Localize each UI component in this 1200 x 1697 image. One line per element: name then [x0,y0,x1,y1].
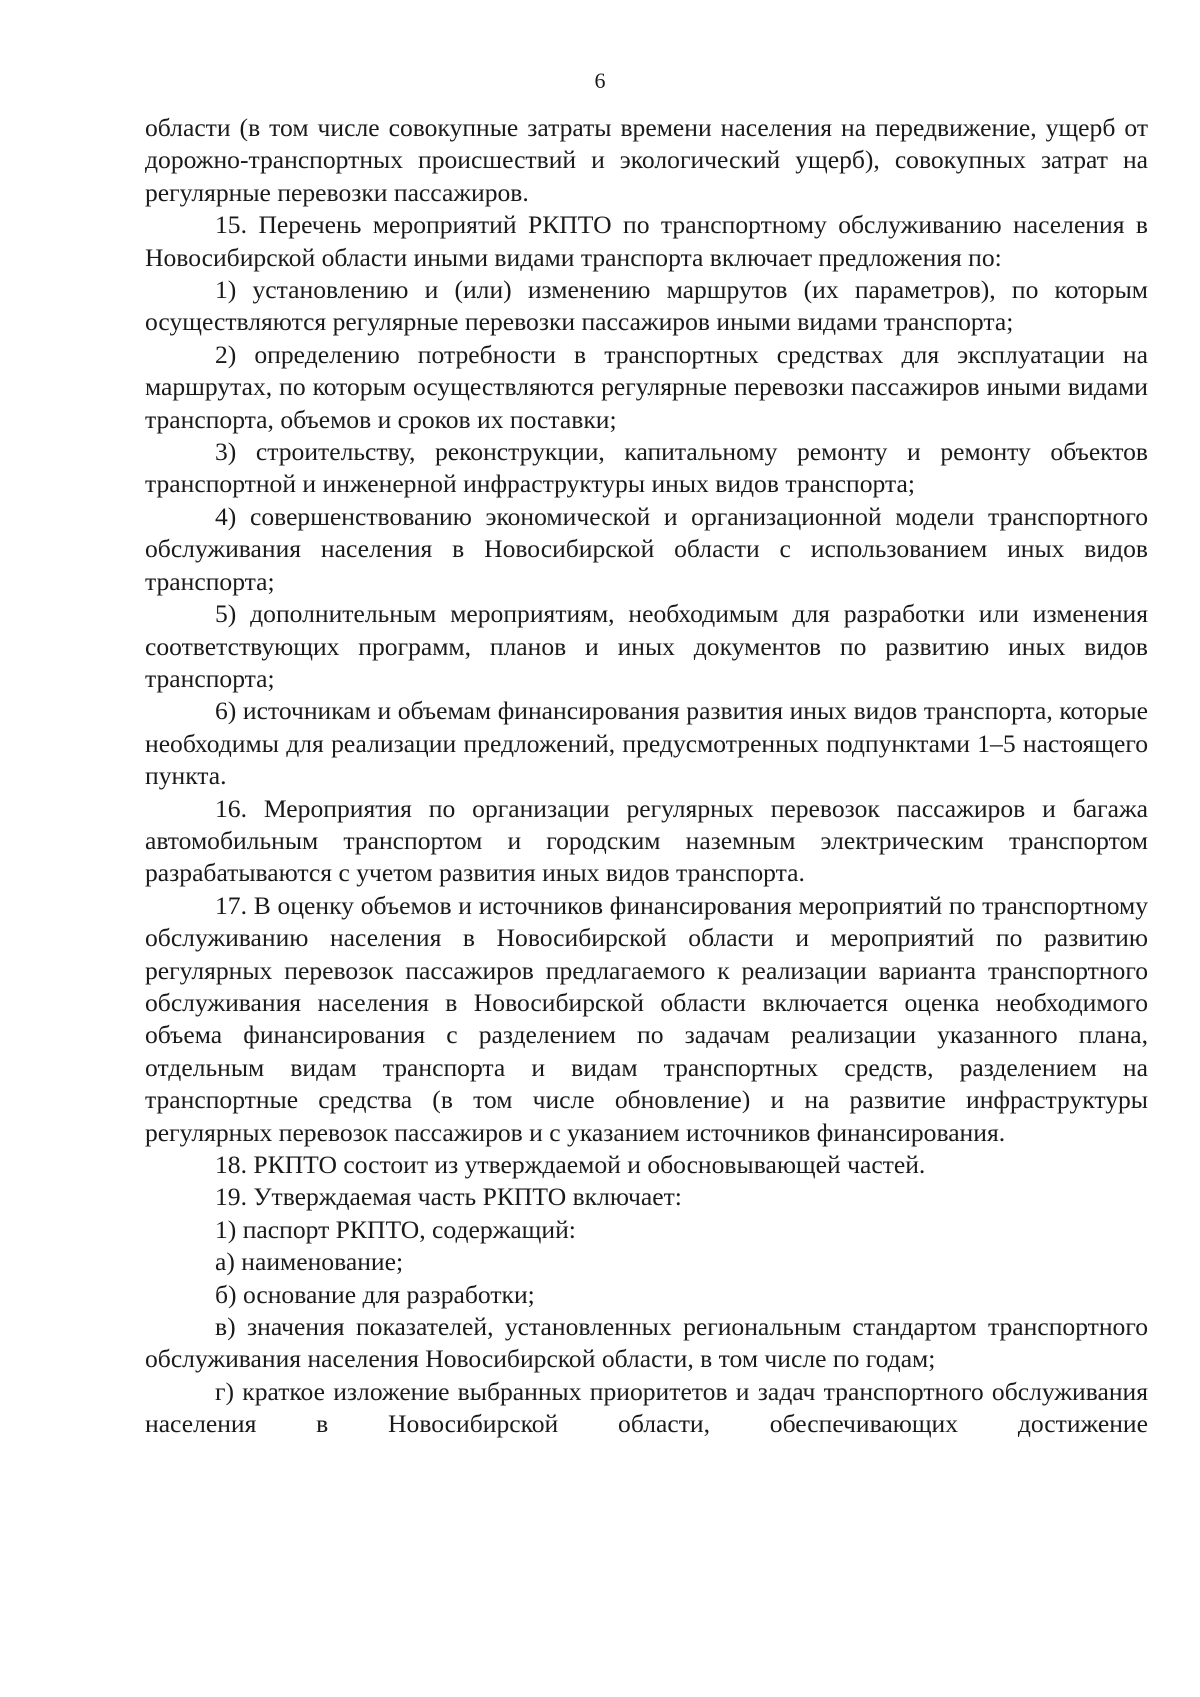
list-item: 4) совершенствованию экономической и организационной модели транспортного обслуживания населения в Новосибирской области с использованием иных видов транспорта; [145,501,1148,596]
paragraph: 19. Утверждаемая часть РКПТО включает: [215,1182,682,1212]
list-item: в) значения показателей, установленных региональным стандартом транспортного обслуживания населения Новосибирской области, в том числе по годам; [145,1312,1148,1374]
paragraph: 16. Мероприятия по организации регулярных перевозок пассажиров и багажа автомобильным транспортом и городским наземным электрическим транспортом разрабатываются с учетом развития иных видов транспорта. [145,793,1148,888]
list-item: 5) дополнительным мероприятиям, необходимым для разработки или изменения соответствующих программ, планов и иных документов по развитию иных видов транспорта; [145,599,1148,693]
list-item: б) основание для разработки; [215,1279,535,1309]
paragraph: 17. В оценку объемов и источников финансирования мероприятий по транспортному обслуживанию населения в Новосибирской области и мероприятий по развитию регулярных перевозок пассажиров предлагаемого к реализации варианта транспортного обслуживания населения в Новосибирской области включается оценка необходимого объема финансирования с разделением по задачам реализации указанного плана, отдельным видам транспорта и видам транспортных средств, разделением на транспортные средства (в том числе обновление) и на развитие инфраструктуры регулярных перевозок пассажиров и с указанием источников финансирования. [145,890,1148,1147]
paragraph: области (в том числе совокупные затраты времени населения на передвижение, ущерб от дорожно-транспортных происшествий и экологический ущерб), совокупных затрат на регулярные перевозки пассажиров. [145,113,1148,207]
list-item: 1) установлению и (или) изменению маршрутов (их параметров), по которым осуществляются регулярные перевозки пассажиров иными видами транспорта; [145,275,1148,337]
list-item: 6) источникам и объемам финансирования развития иных видов транспорта, которые необходимы для реализации предложений, предусмотренных подпунктами 1–5 настоящего пункта. [145,696,1148,791]
page-number: 6 [594,68,606,93]
paragraph: 18. РКПТО состоит из утверждаемой и обосновывающей частей. [215,1150,926,1179]
list-item: а) наименование; [215,1247,404,1277]
list-item: 1) паспорт РКПТО, содержащий: [215,1214,576,1244]
list-item: г) краткое изложение выбранных приоритетов и задач транспортного обслуживания населения в Новосибирской области, обеспечивающих достижение [145,1376,1148,1439]
body-text [145,112,1148,1441]
list-item: 2) определению потребности в транспортных средствах для эксплуатации на маршрутах, по которым осуществляются регулярные перевозки пассажиров иными видами транспорта, объемов и сроков их поставки; [145,339,1148,434]
paragraph: 15. Перечень мероприятий РКПТО по транспортному обслуживанию населения в Новосибирской области иными видами транспорта включает предложения по: [145,210,1148,272]
list-item: 3) строительству, реконструкции, капитальному ремонту и ремонту объектов транспортной и инженерной инфраструктуры иных видов транспорта; [145,437,1148,499]
